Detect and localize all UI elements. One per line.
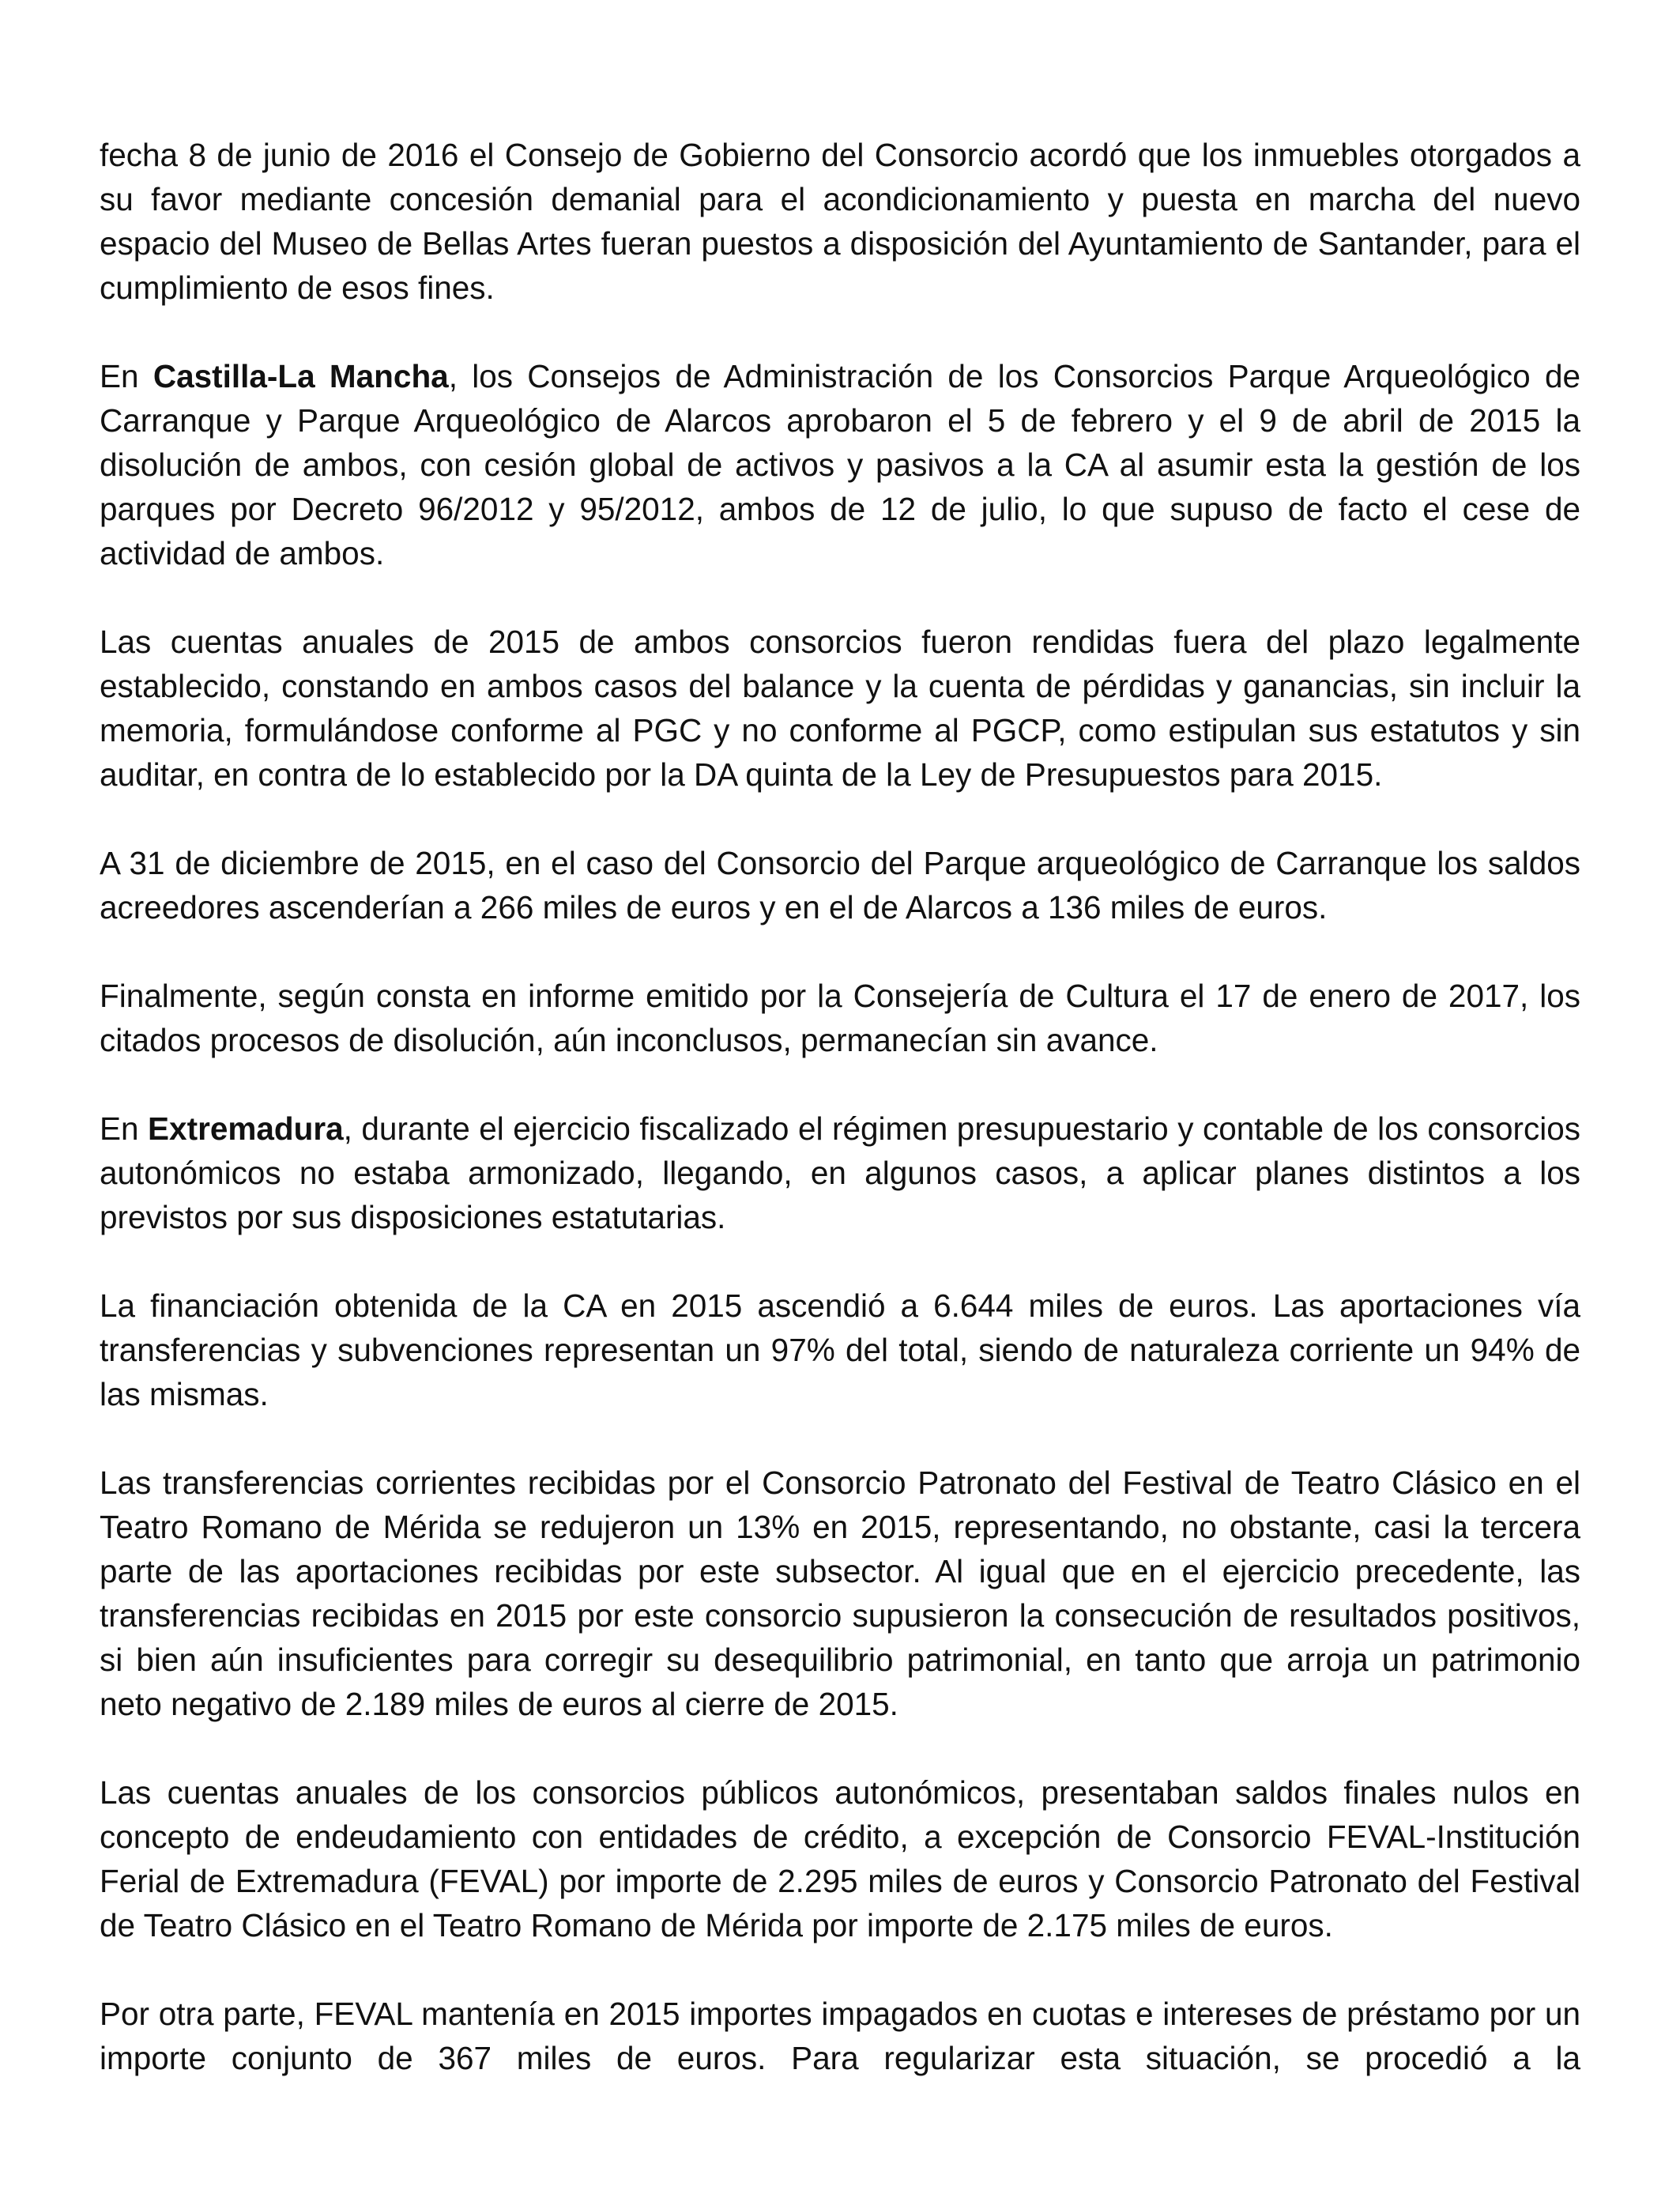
paragraph-saldos-acreedores: [100, 841, 1580, 929]
region-extremadura: Extremadura: [148, 1110, 344, 1147]
paragraph-endeudamiento: [100, 1770, 1580, 1947]
paragraph-text: , los Consejos de Administración de los Consorcios Parque Arqueológico de Carranque y Parque Arqueológico de Alarcos aprobaron el 5 de febrero y el 9 de abril de 2015 la disolución de ambos, con cesión global de activos y pasivos a la CA al asumir esta la gestión de los parques por Decreto 96/2012 y 95/2012, ambos de 12 de julio, lo que supuso de facto el cese de actividad de ambos.: [100, 358, 1581, 571]
paragraph-text: , durante el ejercicio fiscalizado el régimen presupuestario y contable de los consorcios autonómicos no estaba armonizado, llegando, en algunos casos, a aplicar planes distintos a los previstos por sus disposiciones estatutarias.: [100, 1110, 1580, 1235]
paragraph-text: Las transferencias corrientes recibidas por el Consorcio Patronato del Festival de Teatro Clásico en el Teatro Romano de Mérida se redujeron un 13% en 2015, representando, no obstante, casi la tercera parte de las aportaciones recibidas por este subsector. Al igual que en el ejercicio precedente, las transferencias recibidas en 2015 por este consorcio supusieron la consecución de resultados positivos, si bien aún insuficientes para corregir su desequilibrio patrimonial, en tanto que arroja un patrimonio neto negativo de 2.189 miles de euros al cierre de 2015.: [100, 1465, 1580, 1722]
paragraph-castilla-la-mancha: [100, 354, 1580, 575]
paragraph-extremadura: [100, 1106, 1580, 1239]
paragraph-cuentas-anuales-2015: [100, 620, 1580, 797]
paragraph-feval-impagados: [100, 1992, 1580, 2080]
paragraph-transferencias-corrientes: [100, 1461, 1580, 1726]
paragraph-text: Las cuentas anuales de 2015 de ambos consorcios fueron rendidas fuera del plazo legalmente establecido, constando en ambos casos del balance y la cuenta de pérdidas y ganancias, sin incluir la memoria, formulándose conforme al PGC y no conforme al PGCP, como estipulan sus estatutos y sin auditar, en contra de lo establecido por la DA quinta de la Ley de Presupuestos para 2015.: [100, 624, 1580, 793]
document-page: [100, 133, 1580, 2080]
paragraph-text: Finalmente, según consta en informe emitido por la Consejería de Cultura el 17 de enero de 2017, los citados procesos de disolución, aún inconclusos, permanecían sin avance.: [100, 978, 1580, 1058]
paragraph-text: La financiación obtenida de la CA en 2015 ascendió a 6.644 miles de euros. Las aportaciones vía transferencias y subvenciones representan un 97% del total, siendo de naturaleza corriente un 94% de las mismas.: [100, 1287, 1580, 1412]
paragraph-lead: En: [100, 358, 153, 394]
paragraph-santander: [100, 133, 1580, 310]
paragraph-text: Por otra parte, FEVAL mantenía en 2015 importes impagados en cuotas e intereses de préstamo por un importe conjunto de 367 miles de euros. Para regularizar esta situación, se procedió a la: [100, 1996, 1580, 2076]
paragraph-procesos-disolucion: [100, 974, 1580, 1062]
paragraph-text: Las cuentas anuales de los consorcios públicos autonómicos, presentaban saldos finales nulos en concepto de endeudamiento con entidades de crédito, a excepción de Consorcio FEVAL-Institución Ferial de Extremadura (FEVAL) por importe de 2.295 miles de euros y Consorcio Patronato del Festival de Teatro Clásico en el Teatro Romano de Mérida por importe de 2.175 miles de euros.: [100, 1774, 1580, 1943]
paragraph-text: fecha 8 de junio de 2016 el Consejo de Gobierno del Consorcio acordó que los inmuebles otorgados a su favor mediante concesión demanial para el acondicionamiento y puesta en marcha del nuevo espacio del Museo de Bellas Artes fueran puestos a disposición del Ayuntamiento de Santander, para el cumplimiento de esos fines.: [100, 137, 1580, 306]
paragraph-lead: En: [100, 1110, 149, 1147]
paragraph-text: A 31 de diciembre de 2015, en el caso del Consorcio del Parque arqueológico de Carranque los saldos acreedores ascenderían a 266 miles de euros y en el de Alarcos a 136 miles de euros.: [100, 845, 1580, 925]
region-castilla-la-mancha: Castilla-La Mancha: [153, 358, 449, 394]
paragraph-financiacion: [100, 1284, 1580, 1416]
